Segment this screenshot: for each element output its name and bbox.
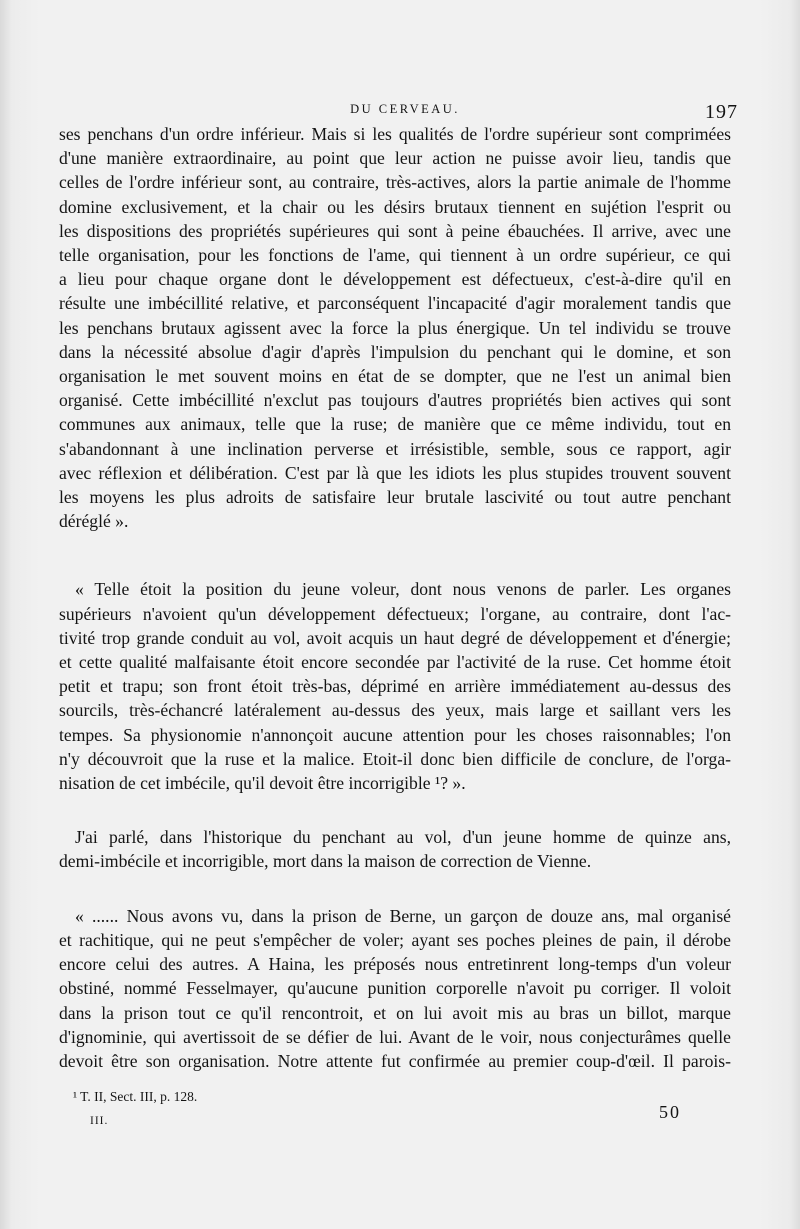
running-head: DU CERVEAU. [350,102,460,116]
text-line: petit et trapu; son front étoit très-bas, déprimé en arrière immédiatement au-dessus des [59,676,731,697]
paragraph-4 [59,904,731,1073]
text-line: les dispositions des propriétés supérieures qui sont à peine ébauchées. Il arrive, avec une [59,220,731,241]
text-line: organisation le met souvent moins en état de se dompter, que ne l'est un animal bien [59,366,731,387]
text-line: supérieurs n'avoient qu'un développement défectueux; l'organe, au contraire, dont l'ac- [59,603,731,624]
signature-mark: III. [90,1115,109,1127]
paragraph-gap [59,533,731,577]
paragraph-1 [59,122,731,533]
paragraph-2 [59,577,731,795]
text-line: d'une manière extraordinaire, au point que leur action ne puisse avoir lieu, tandis que [59,148,731,169]
text-line: dans la prison tout ce qu'il rencontroit, et on lui avoit mis au bras un billot, marque [59,1002,731,1023]
text-line: les moyens les plus adroits de satisfaire leur brutale lascivité ou tout autre penchant [59,487,731,508]
text-line: ses penchans d'un ordre inférieur. Mais si les qualités de l'ordre supérieur sont comprimées [59,124,731,144]
text-line: tempes. Sa physionomie n'annonçoit aucune attention pour les choses raisonnables; l'on [59,724,731,745]
text-line: avec réflexion et délibération. C'est par là que les idiots les plus stupides trouvent souvent [59,462,731,483]
text-line: communes aux animaux, telle que la ruse; de manière que ce même individu, tout en [59,414,731,435]
page-number: 197 [705,101,738,123]
text-line: n'y découvroit que la ruse et la malice. Etoit-il donc bien difficile de conclure, de l'orga- [59,748,731,769]
footnote: ¹ T. II, Sect. III, p. 128. [73,1089,198,1104]
text-line: celles de l'ordre inférieur sont, au contraire, très-actives, alors la partie animale de l'homme [59,172,731,193]
text-line: encore celui des autres. A Haina, les préposés nous entretinrent long-temps d'un voleur [59,954,731,975]
text-line: a lieu pour chaque organe dont le développement est défectueux, c'est-à-dire qu'il en [59,269,731,290]
paragraph-gap [59,874,731,904]
body-text [59,122,731,1073]
text-line: les penchans brutaux agissent avec la force la plus énergique. Un tel individu se trouve [59,317,731,338]
text-line: obstiné, nommé Fesselmayer, qu'aucune punition corporelle n'avoit pu corriger. Il voloit [59,978,731,999]
text-line: dans la nécessité absolue d'agir d'après l'impulsion du penchant qui le domine, et son [59,341,731,362]
sheet-number: 50 [659,1102,681,1122]
paragraph-3 [59,825,731,873]
text-line: d'ignominie, qui avertissoit de se défier de lui. Avant de le voir, nous conjecturâmes quelle [59,1026,731,1047]
text-line: domine exclusivement, et la chair ou les désirs brutaux tiennent en sujétion l'esprit ou [59,196,731,217]
text-line: et cette qualité malfaisante étoit encore secondée par l'activité de la ruse. Cet homme étoit [59,652,731,673]
text-line: s'abandonnant à une inclination perverse et irrésistible, semble, sous ce rapport, agir [59,438,731,459]
text-line: résulte une imbécillité relative, et parconséquent l'incapacité d'agir moralement tandis que [59,293,731,314]
text-line: « Telle étoit la position du jeune voleur, dont nous venons de parler. Les organes [75,579,731,600]
text-line: nisation de cet imbécile, qu'il devoit être incorrigible ¹? ». [59,773,466,794]
text-line: telle organisation, pour les fonctions de l'ame, qui tiennent à un ordre supérieur, ce qui [59,245,731,266]
text-line: « ...... Nous avons vu, dans la prison de Berne, un garçon de douze ans, mal organisé [75,905,731,926]
text-line: déréglé ». [59,511,129,532]
text-line: tivité trop grande conduit au vol, avoit acquis un haut degré de développement et d'énergie; [59,627,731,648]
text-line: sourcils, très-échancré latéralement au-dessus des yeux, mais large et saillant vers les [59,700,731,721]
text-line: devoit être son organisation. Notre attente fut confirmée au premier coup-d'œil. Il parois- [59,1050,731,1071]
paragraph-gap [59,795,731,825]
text-line: J'ai parlé, dans l'historique du penchant au vol, d'un jeune homme de quinze ans, [75,827,731,848]
text-line: organisé. Cette imbécillité n'exclut pas toujours d'autres propriétés bien actives qui sont [59,390,731,411]
text-line: demi-imbécile et incorrigible, mort dans la maison de correction de Vienne. [59,851,592,872]
text-line: et rachitique, qui ne peut s'empêcher de voler; ayant ses poches pleines de pain, il dérobe [59,929,731,950]
